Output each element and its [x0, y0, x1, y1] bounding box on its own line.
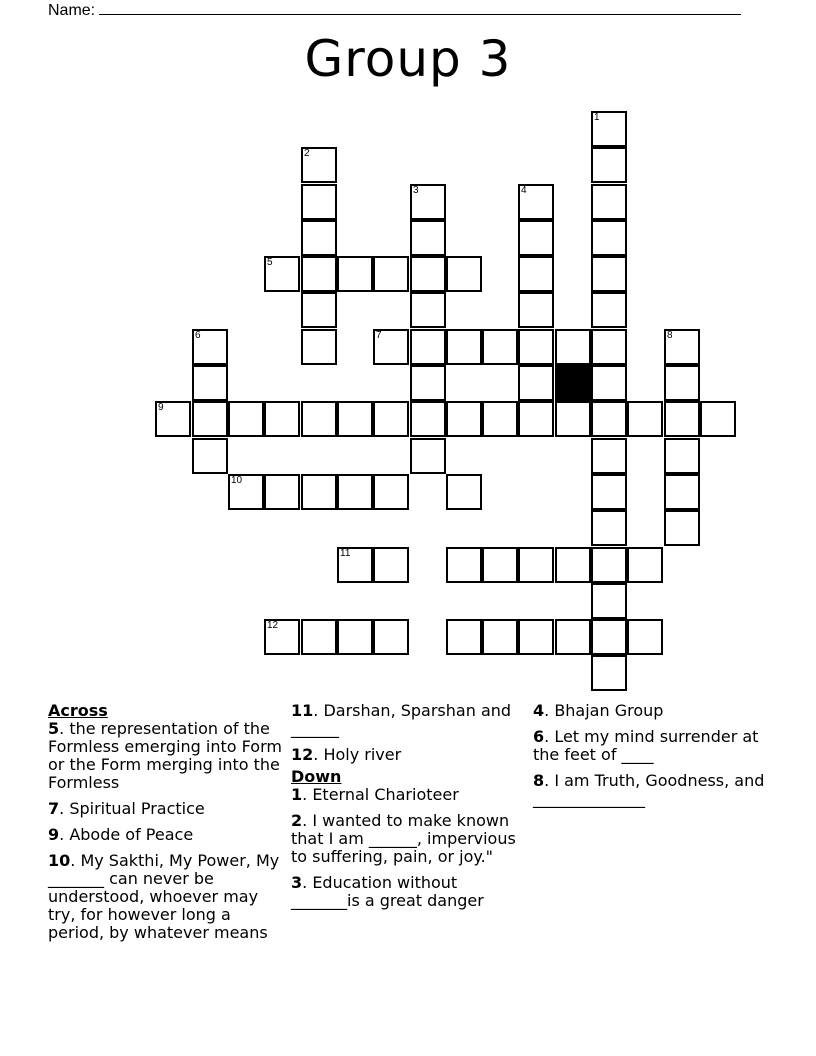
clue-text: . Education without _______is a great danger	[291, 873, 484, 910]
crossword-cell[interactable]	[301, 256, 337, 292]
crossword-cell[interactable]	[591, 401, 627, 437]
crossword-cell[interactable]	[410, 329, 446, 365]
crossword-cell[interactable]	[264, 619, 300, 655]
clue-text: . My Sakthi, My Power, My _______ can never be understood, whoever may try, for however long a period, by whatever means	[48, 851, 280, 942]
crossword-cell[interactable]	[337, 619, 373, 655]
clue-num: 6	[533, 727, 545, 746]
down-clue	[533, 728, 768, 764]
down-clue	[291, 786, 526, 804]
crossword-cell[interactable]	[410, 365, 446, 401]
crossword-cell[interactable]	[301, 619, 337, 655]
crossword-cell[interactable]	[264, 256, 300, 292]
crossword-cell[interactable]	[446, 547, 482, 583]
crossword-cell[interactable]	[192, 438, 228, 474]
crossword-cell[interactable]	[482, 547, 518, 583]
crossword-cell[interactable]	[301, 329, 337, 365]
clue-number: 10	[231, 475, 243, 486]
clues-column-1	[48, 702, 283, 950]
crossword-cell[interactable]	[264, 474, 300, 510]
crossword-cell[interactable]	[192, 329, 228, 365]
crossword-cell[interactable]	[337, 474, 373, 510]
crossword-cell[interactable]	[410, 184, 446, 220]
crossword-cell[interactable]	[410, 292, 446, 328]
crossword-cell[interactable]	[410, 256, 446, 292]
crossword-cell[interactable]	[228, 401, 264, 437]
crossword-cell[interactable]	[482, 401, 518, 437]
crossword-cell[interactable]	[591, 510, 627, 546]
crossword-cell[interactable]	[373, 329, 409, 365]
clue-number: 6	[195, 330, 201, 341]
clue-number: 9	[158, 402, 164, 413]
across-clue	[48, 826, 283, 844]
crossword-cell[interactable]	[555, 547, 591, 583]
crossword-cell[interactable]	[301, 220, 337, 256]
down-clue	[533, 772, 768, 808]
clue-num: 1	[291, 785, 303, 804]
crossword-cell[interactable]	[518, 365, 554, 401]
crossword-cell[interactable]	[518, 547, 554, 583]
crossword-cell[interactable]	[264, 401, 300, 437]
crossword-cell[interactable]	[373, 256, 409, 292]
crossword-cell[interactable]	[410, 220, 446, 256]
crossword-cell[interactable]	[337, 547, 373, 583]
crossword-cell[interactable]	[591, 256, 627, 292]
clue-num: 10	[48, 851, 71, 870]
clue-text: . Let my mind surrender at the feet of ____	[533, 727, 759, 764]
crossword-cell[interactable]	[518, 292, 554, 328]
black-cell	[555, 365, 591, 401]
crossword-cell[interactable]	[591, 547, 627, 583]
clue-text: . Bhajan Group	[544, 701, 664, 720]
clues-column-3	[533, 702, 768, 816]
crossword-cell[interactable]	[664, 510, 700, 546]
clue-num: 8	[533, 771, 545, 790]
across-clue	[48, 800, 283, 818]
clue-number: 1	[594, 112, 600, 123]
crossword-cell[interactable]	[301, 184, 337, 220]
page-title: Group 3	[304, 30, 512, 88]
crossword-cell[interactable]	[664, 329, 700, 365]
crossword-cell[interactable]	[591, 111, 627, 147]
crossword-cell[interactable]	[591, 147, 627, 183]
crossword-cell[interactable]	[518, 401, 554, 437]
crossword-cell[interactable]	[555, 401, 591, 437]
crossword-cell[interactable]	[410, 401, 446, 437]
crossword-cell[interactable]	[518, 256, 554, 292]
down-clue	[291, 874, 526, 910]
across-clue	[291, 702, 526, 738]
crossword-cell[interactable]	[591, 220, 627, 256]
across-clue	[48, 852, 283, 942]
clue-text: . Abode of Peace	[59, 825, 194, 844]
crossword-cell[interactable]	[664, 365, 700, 401]
clue-num: 4	[533, 701, 545, 720]
crossword-cell[interactable]	[627, 401, 663, 437]
clue-num: 2	[291, 811, 303, 830]
clue-text: . Holy river	[313, 745, 402, 764]
crossword-cell[interactable]	[301, 474, 337, 510]
clue-number: 2	[304, 148, 310, 159]
down-heading: Down	[291, 767, 342, 786]
clue-text: . Spiritual Practice	[59, 799, 205, 818]
crossword-cell[interactable]	[446, 401, 482, 437]
crossword-cell[interactable]	[627, 547, 663, 583]
down-clue	[291, 812, 526, 866]
crossword-cell[interactable]	[591, 619, 627, 655]
crossword-cell[interactable]	[591, 365, 627, 401]
clue-text: . Darshan, Sparshan and ______	[291, 701, 512, 738]
crossword-cell[interactable]	[373, 619, 409, 655]
clue-num: 3	[291, 873, 303, 892]
clue-num: 11	[291, 701, 314, 720]
across-clue	[291, 746, 526, 764]
clue-num: 12	[291, 745, 314, 764]
crossword-cell[interactable]	[482, 619, 518, 655]
crossword-cell[interactable]	[700, 401, 736, 437]
crossword-cell[interactable]	[373, 547, 409, 583]
clue-text: . I wanted to make known that I am ______, impervious to suffering, pain, or joy."	[291, 811, 516, 866]
clue-text: . Eternal Charioteer	[302, 785, 459, 804]
crossword-cell[interactable]	[518, 329, 554, 365]
clue-number: 8	[667, 330, 673, 341]
crossword-cell[interactable]	[555, 619, 591, 655]
crossword-cell[interactable]	[410, 438, 446, 474]
crossword-cell[interactable]	[192, 401, 228, 437]
crossword-cell[interactable]	[446, 256, 482, 292]
clue-text: . the representation of the Formless emerging into Form or the Form merging into the Formless	[48, 719, 282, 792]
crossword-cell[interactable]	[301, 292, 337, 328]
clue-num: 7	[48, 799, 60, 818]
crossword-cell[interactable]	[373, 474, 409, 510]
crossword-cell[interactable]	[664, 438, 700, 474]
crossword-cell[interactable]	[482, 329, 518, 365]
crossword-cell[interactable]	[555, 329, 591, 365]
crossword-cell[interactable]	[591, 184, 627, 220]
crossword-cell[interactable]	[155, 401, 191, 437]
crossword-cell[interactable]	[337, 401, 373, 437]
clue-num: 5	[48, 719, 60, 738]
crossword-cell[interactable]	[518, 619, 554, 655]
clue-number: 3	[413, 185, 419, 196]
clues-column-2	[291, 702, 526, 918]
crossword-cell[interactable]	[591, 474, 627, 510]
crossword-cell[interactable]	[591, 329, 627, 365]
crossword-cell[interactable]	[446, 619, 482, 655]
crossword-cell[interactable]	[591, 292, 627, 328]
crossword-cell[interactable]	[301, 401, 337, 437]
crossword-cell[interactable]	[664, 401, 700, 437]
across-clue	[48, 720, 283, 792]
clue-number: 5	[267, 257, 273, 268]
crossword-cell[interactable]	[446, 329, 482, 365]
crossword-cell[interactable]	[446, 474, 482, 510]
clue-text: . I am Truth, Goodness, and ______________	[533, 771, 765, 808]
crossword-cell[interactable]	[591, 655, 627, 691]
down-clue	[533, 702, 768, 720]
crossword-cell[interactable]	[518, 220, 554, 256]
clue-number: 11	[340, 548, 351, 559]
clue-num: 9	[48, 825, 60, 844]
crossword-cell[interactable]	[192, 365, 228, 401]
clue-number: 12	[267, 620, 279, 631]
crossword-cell[interactable]	[627, 619, 663, 655]
across-heading: Across	[48, 701, 108, 720]
name-label: Name:	[48, 2, 96, 19]
crossword-cell[interactable]	[228, 474, 264, 510]
clue-number: 4	[521, 185, 527, 196]
crossword-cell[interactable]	[664, 474, 700, 510]
crossword-cell[interactable]	[373, 401, 409, 437]
crossword-cell[interactable]	[337, 256, 373, 292]
crossword-cell[interactable]	[591, 438, 627, 474]
crossword-cell[interactable]	[518, 184, 554, 220]
crossword-cell[interactable]	[301, 147, 337, 183]
crossword-cell[interactable]	[591, 583, 627, 619]
clue-number: 7	[376, 330, 382, 341]
